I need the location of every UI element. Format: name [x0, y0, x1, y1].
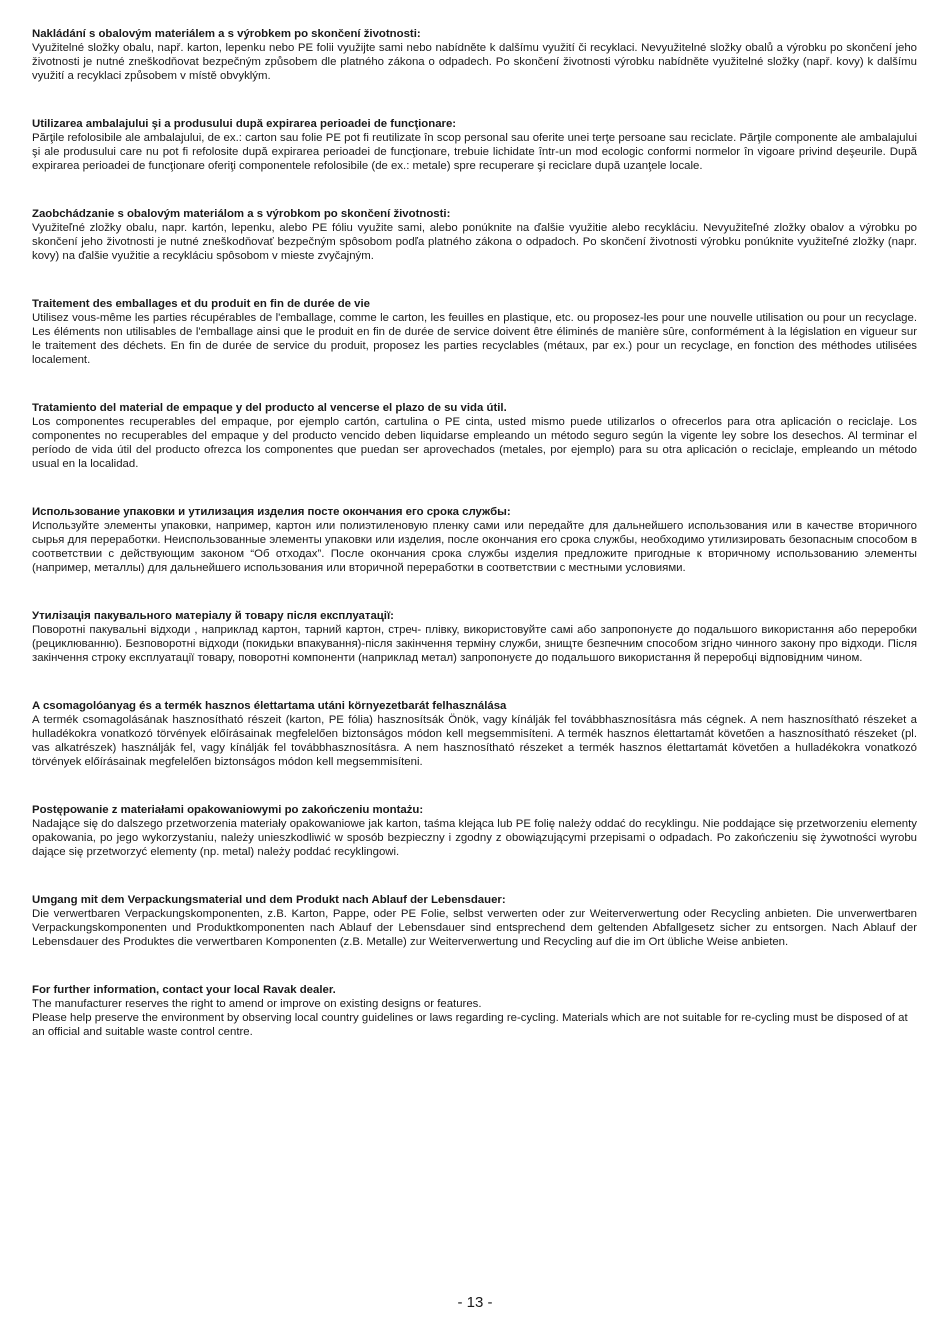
section-spanish [32, 401, 917, 471]
section-russian [32, 505, 917, 575]
section-hungarian [32, 699, 917, 769]
section-body: A termék csomagolásának hasznosítható részeit (karton, PE fólia) hasznosítsák Önök, vagy kínálják fel továbbhasznosításra más cégnek. A nem hasznosítható részeket a hulladékokra vonatkozó törvények előírásainak megfelelően biztonságos módon kell megsemmisíteni. A termék hasznos élettartamát követően a hasznosítható részeket (pl. vas alkatrészek) használják fel, vagy kínálják fel továbbhasznosításra. A nem hasznosítható részeket a termék hasznos élettartamát követően a hulladékokra vonatkozó törvények előírásainak megfelelően biztonságos módon kell megsemmisíteni. [32, 714, 917, 768]
footer-heading: For further information, contact your local Ravak dealer. [32, 984, 336, 996]
footer-line-2: Please help preserve the environment by observing local country guidelines or laws regarding re-cycling. Materials which are not suitable for re-cycling must be disposed of at an official and suitable waste control centre. [32, 1012, 908, 1038]
section-body: Используйте элементы упаковки, например, картон или полиэтиленовую пленку сами или передайте для дальнейшего использования или в качестве вторичного сырья для переработки. Неиспользованные элементы упаковки или изделия, после окончания его срока службы, необходимо утилизировать безопасным способом в соответствии с действующим законом “Об отходах”. После окончания срока службы изделия предложите пригодные к вторичному использованию элементы (например, металлы) для дальнейшего использования или вторичной переработки в соответствии с местными условиями. [32, 520, 917, 574]
section-body: Los componentes recuperables del empaque, por ejemplo cartón, cartulina o PE cinta, usted mismo puede utilizarlos o ofrecerlos para otra aplicación o reciclaje. Los componentes no recuperables del empaque y del producto vencido deben liquidarse empleando un método seguro según la vigente ley sobre los desechos. Al terminar el período de vida útil del producto ofrezca los componentes que puedan ser aprovechados (metales, por ejemplo) para su otra aplicación o reciclaje, empleando un método usual en la localidad. [32, 416, 917, 470]
section-heading: Utilizarea ambalajului şi a produsului după expirarea perioadei de funcţionare: [32, 118, 457, 130]
section-body: Nadające się do dalszego przetworzenia materiały opakowaniowe jak karton, taśma klejąca lub PE folię należy oddać do recyklingu. Nie poddające się przetworzeniu elementy opakowania, po jego wykorzystaniu, należy unieszkodliwić w sposób bezpieczny i zgodny z obowiązującymi przepisami o odpadach. Po zakończeniu się żywotności wyrobu dające się przetworzyć elementy (np. metal) należy poddać recyklingowi. [32, 818, 917, 858]
section-french [32, 297, 917, 367]
section-heading: Zaobchádzanie s obalovým materiálom a s výrobkom po skončení životnosti: [32, 208, 451, 220]
section-heading: A csomagolóanyag és a termék hasznos élettartama utáni környezetbarát felhasználása [32, 700, 507, 712]
section-heading: Утилізація пакувального матеріалу й товару після експлуатації: [32, 610, 394, 622]
section-body: Využiteľné zložky obalu, napr. kartón, lepenku, alebo PE fóliu využite sami, alebo ponúknite na ďalšie využitie alebo recykláciu. Nevyužiteľné zložky obalov a výrobku po skončení jeho životnosti je nutné zneškodňovať bezpečným spôsobom podľa platného zákona o odpadoch. Po skončení životnosti výrobku ponúknite využiteľné zložky (napr. kovy) na ďalšie využitie a recykláciu spôsobom v mieste zvyčajným. [32, 222, 917, 262]
section-slovak [32, 207, 917, 263]
section-ukrainian [32, 609, 917, 665]
section-heading: Nakládání s obalovým materiálem a s výrobkem po skončení životnosti: [32, 28, 421, 40]
document-page [32, 27, 917, 1039]
footer-line-1: The manufacturer reserves the right to amend or improve on existing designs or features. [32, 998, 482, 1010]
section-heading: Postępowanie z materiałami opakowaniowymi po zakończeniu montażu: [32, 804, 424, 816]
section-english-footer [32, 983, 917, 1039]
section-czech [32, 27, 917, 83]
section-body: Părţile refolosibile ale ambalajului, de ex.: carton sau folie PE pot fi reutilizate în scop personal sau oferite unei terţe persoane sau reciclate. Părţile componente ale ambalajului şi ale produsului care nu pot fi refolosite după expirarea perioadei de funcţionare, trebuie lichidate într-un mod ecologic conformi normelor în vigoare privind deşeurile. După expirarea perioadei de funcţionare oferiţi componentele refolosibile (de ex.: metale) spre recuperare şi reciclare după uzanţele locale. [32, 132, 917, 172]
section-heading: Umgang mit dem Verpackungsmaterial und dem Produkt nach Ablauf der Lebensdauer: [32, 894, 506, 906]
section-polish [32, 803, 917, 859]
section-heading: Tratamiento del material de empaque y del producto al vencerse el plazo de su vida útil. [32, 402, 507, 414]
section-body: Využitelné složky obalu, např. karton, lepenku nebo PE folii využijte sami nebo nabídněte k dalšímu využití či recyklaci. Nevyužitelné složky obalů a výrobku po skončení jeho životnosti je nutné zneškodňovat bezpečným způsobem dle platného zákona o odpadech. Po skončení životnosti výrobku nabídněte využitelné složky (např. kovy) k dalšímu využití a recyklaci způsobem v místě obvyklým. [32, 42, 917, 82]
section-body: Utilisez vous-même les parties récupérables de l'emballage, comme le carton, les feuilles en plastique, etc. ou proposez-les pour une nouvelle utilisation ou pour un recyclage. Les éléments non utilisables de l'emballage ainsi que le produit en fin de durée de service doivent être éliminés de manière sûre, conformément à la législation en vigueur sur le traitement des déchets. En fin de durée de service du produit, proposez les parties recyclables (métaux, par ex.) pour un recyclage, en fonction des méthodes utilisées localement. [32, 312, 917, 366]
section-body: Die verwertbaren Verpackungskomponenten, z.B. Karton, Pappe, oder PE Folie, selbst verwerten oder zur Weiterverwertung oder Recycling anbieten. Die unverwertbaren Verpackungskomponenten und Produktkomponenten nach Ablauf der Lebensdauer sind entsprechend dem geltenden Abfallgesetz sicher zu entsorgen. Nach Ablauf der Lebensdauer des Produktes die verwertbaren Komponenten (z.B. Metalle) zur Weiterverwertung und Recycling auf die im Ort übliche Weise anbieten. [32, 908, 917, 948]
page-number: - 13 - [457, 1294, 493, 1311]
section-german [32, 893, 917, 949]
section-romanian [32, 117, 917, 173]
section-body: Поворотні пакувальні відходи , наприклад картон, тарний картон, стреч- плівку, використовуйте самі або запропонуєте до подальшого використання або переробки (рециклюванню). Безповоротні відходи (покидьки впакування)-після закінчення терміну служби, знищте безпечним способом згідно чинного закону про відходи. Після закінчення строку експлуатації товару, поворотні компоненти (наприклад метал) запропонуєте до подальшого використання й переробці відповідним чином. [32, 624, 917, 664]
section-heading: Traitement des emballages et du produit en fin de durée de vie [32, 298, 371, 310]
section-heading: Использование упаковки и утилизация изделия посте окончания его срока службы: [32, 506, 511, 518]
